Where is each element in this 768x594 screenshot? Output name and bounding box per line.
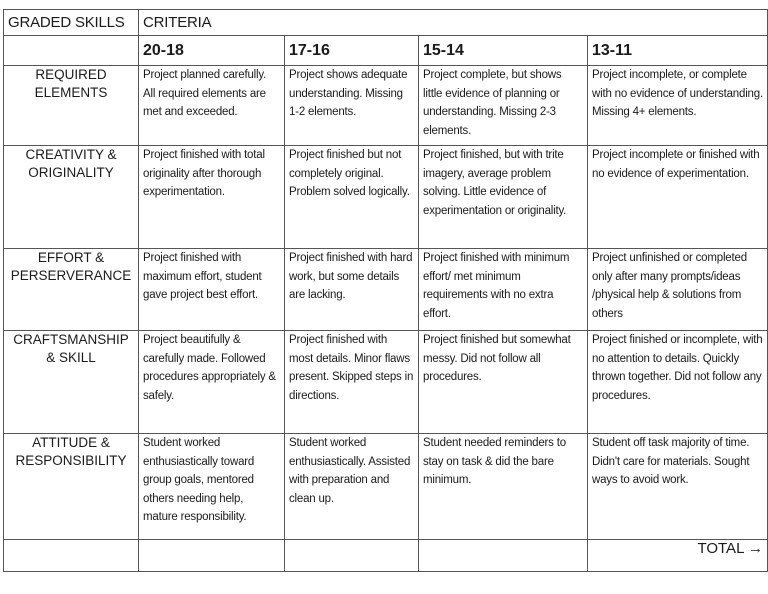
criteria-cell: Project finished but not completely original. Problem solved logically. [285,146,419,249]
skill-label: REQUIRED ELEMENTS [4,66,139,146]
score-range-blank [4,36,139,66]
total-blank-cell [419,540,588,572]
criteria-cell: Project finished with minimum effort/ met minimum requirements with no extra effort. [419,249,588,331]
criteria-cell: Student off task majority of time. Didn't care for materials. Sought ways to avoid work. [588,434,768,540]
total-row [4,540,768,572]
total-blank-cell [4,540,139,572]
header-row [4,10,768,36]
criteria-header: CRITERIA [139,10,768,36]
criteria-cell: Project finished or incomplete, with no attention to details. Quickly thrown together. Did not follow any procedures. [588,331,768,434]
score-range-4: 13-11 [588,36,768,66]
skill-label: CREATIVITY & ORIGINALITY [4,146,139,249]
skill-label: EFFORT & PERSERVERANCE [4,249,139,331]
grading-rubric-table [3,9,768,572]
criteria-cell: Project incomplete or finished with no evidence of experimentation. [588,146,768,249]
criteria-cell: Project planned carefully. All required elements are met and exceeded. [139,66,285,146]
criteria-cell: Project incomplete, or complete with no evidence of understanding. Missing 4+ elements. [588,66,768,146]
score-range-2: 17-16 [285,36,419,66]
table-row [4,434,768,540]
criteria-cell: Project beautifully & carefully made. Followed procedures appropriately & safely. [139,331,285,434]
total-blank-cell [285,540,419,572]
criteria-cell: Project complete, but shows little evidence of planning or understanding. Missing 2-3 elements. [419,66,588,146]
criteria-cell: Student needed reminders to stay on task & did the bare minimum. [419,434,588,540]
criteria-cell: Student worked enthusiastically toward group goals, mentored others needing help, mature responsibility. [139,434,285,540]
criteria-cell: Student worked enthusiastically. Assisted with preparation and clean up. [285,434,419,540]
graded-skills-header: GRADED SKILLS [4,10,139,36]
skill-label: ATTITUDE & RESPONSIBILITY [4,434,139,540]
criteria-cell: Project unfinished or completed only after many prompts/ideas /physical help & solutions from others [588,249,768,331]
criteria-cell: Project finished with hard work, but some details are lacking. [285,249,419,331]
table-row [4,146,768,249]
score-range-1: 20-18 [139,36,285,66]
criteria-cell: Project finished with maximum effort, student gave project best effort. [139,249,285,331]
skill-label: CRAFTSMANSHIP & SKILL [4,331,139,434]
total-blank-cell [139,540,285,572]
total-label: TOTAL → [588,540,768,572]
criteria-cell: Project shows adequate understanding. Missing 1-2 elements. [285,66,419,146]
table-row [4,249,768,331]
criteria-cell: Project finished, but with trite imagery, average problem solving. Little evidence of experimentation or originality. [419,146,588,249]
score-range-row [4,36,768,66]
table-row [4,66,768,146]
score-range-3: 15-14 [419,36,588,66]
criteria-cell: Project finished with most details. Minor flaws present. Skipped steps in directions. [285,331,419,434]
table-row [4,331,768,434]
criteria-cell: Project finished with total originality after thorough experimentation. [139,146,285,249]
criteria-cell: Project finished but somewhat messy. Did not follow all procedures. [419,331,588,434]
